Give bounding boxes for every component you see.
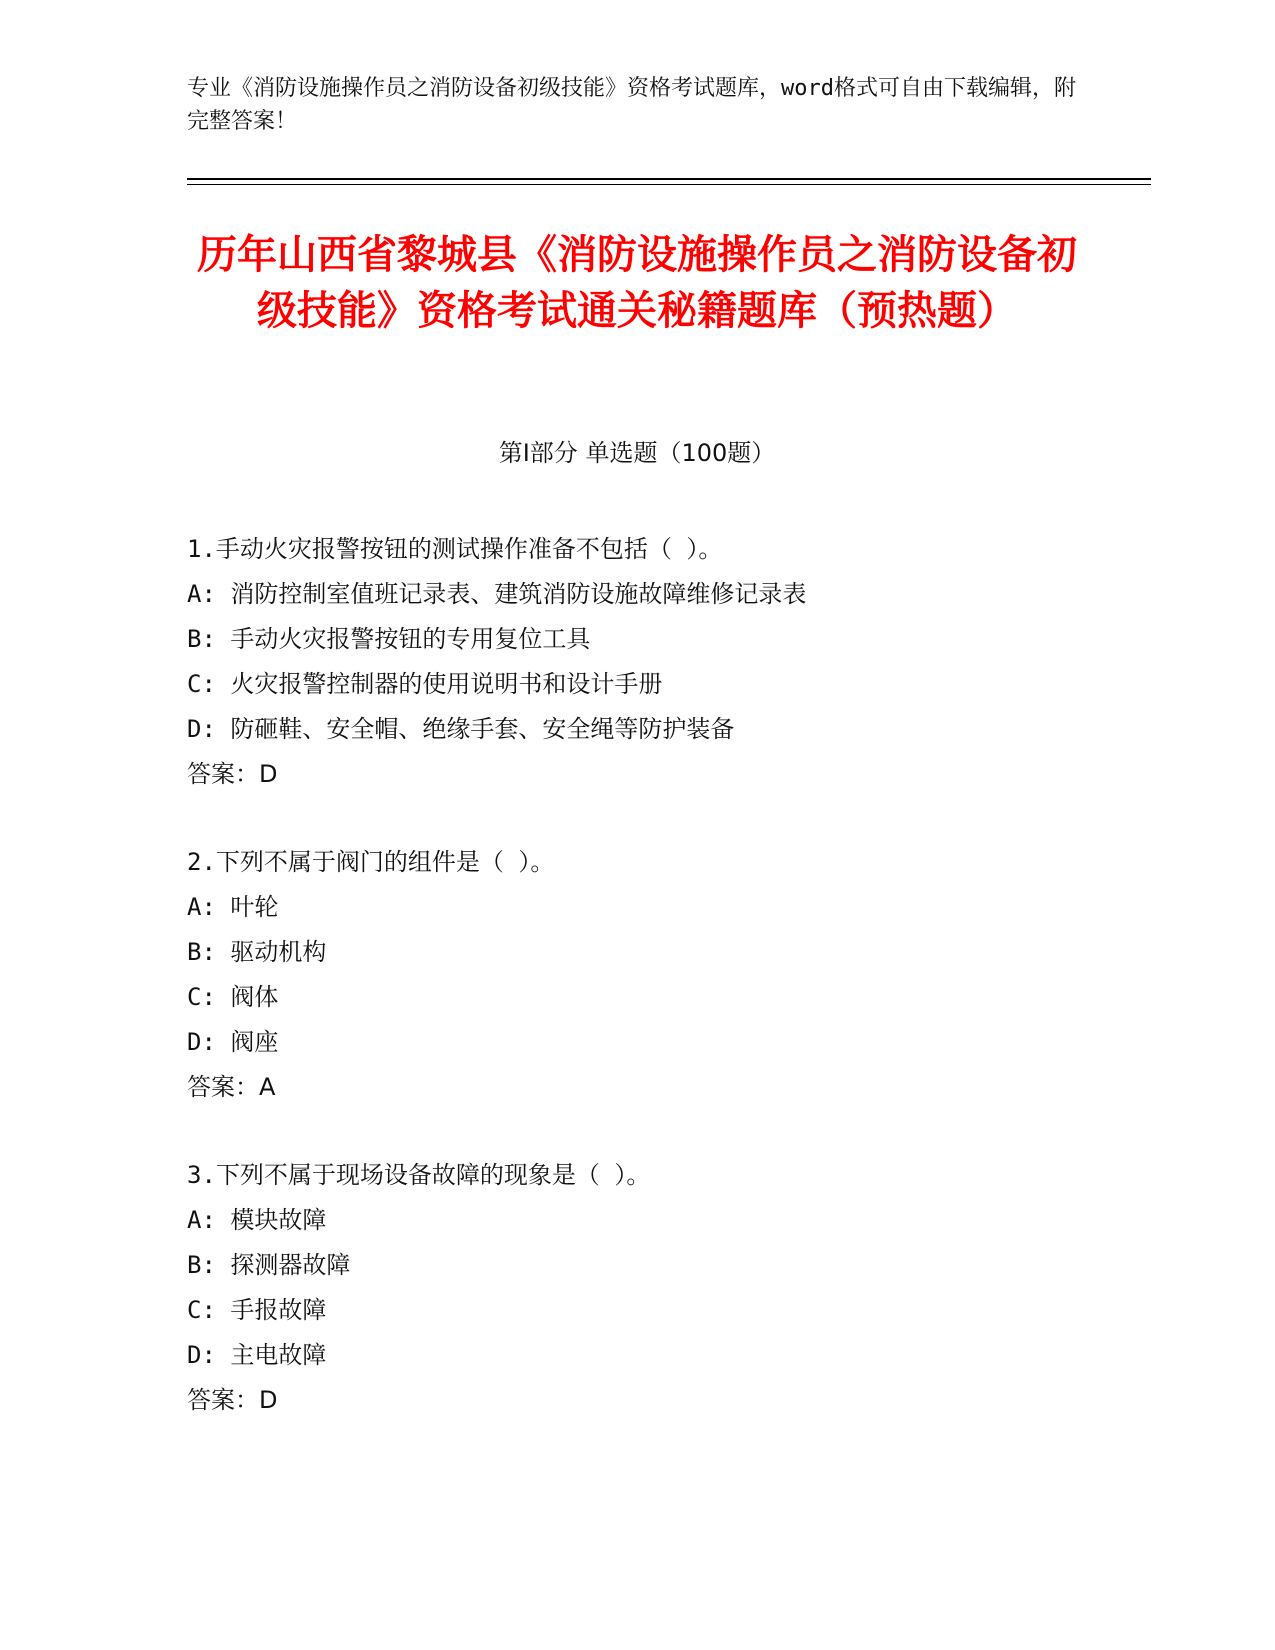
option-a: A: 叶轮 bbox=[187, 893, 279, 921]
question-stem: 3.下列不属于现场设备故障的现象是（ ）。 bbox=[187, 1161, 651, 1189]
option-d: D: 阀座 bbox=[187, 1028, 279, 1056]
option-d: D: 主电故障 bbox=[187, 1341, 327, 1369]
answer-line: 答案：A bbox=[187, 1073, 276, 1101]
header-divider-thin bbox=[187, 184, 1151, 185]
option-c: C: 火灾报警控制器的使用说明书和设计手册 bbox=[187, 670, 663, 698]
option-d: D: 防砸鞋、安全帽、绝缘手套、安全绳等防护装备 bbox=[187, 715, 735, 743]
question-item bbox=[187, 527, 1087, 797]
answer-line: 答案：D bbox=[187, 1386, 278, 1414]
question-stem: 1.手动火灾报警按钮的测试操作准备不包括（ ）。 bbox=[187, 535, 723, 563]
header-divider-thick bbox=[187, 178, 1151, 180]
option-c: C: 手报故障 bbox=[187, 1296, 327, 1324]
option-b: B: 驱动机构 bbox=[187, 938, 327, 966]
answer-line: 答案：D bbox=[187, 760, 278, 788]
option-b: B: 手动火灾报警按钮的专用复位工具 bbox=[187, 625, 591, 653]
option-c: C: 阀体 bbox=[187, 983, 279, 1011]
option-a: A: 消防控制室值班记录表、建筑消防设施故障维修记录表 bbox=[187, 580, 807, 608]
question-item bbox=[187, 840, 1087, 1110]
header-note: 专业《消防设施操作员之消防设备初级技能》资格考试题库，word格式可自由下载编辑，附完整答案！ bbox=[187, 76, 1076, 134]
document-title: 历年山西省黎城县《消防设施操作员之消防设备初级技能》资格考试通关秘籍题库（预热题） bbox=[197, 232, 1077, 334]
option-b: B: 探测器故障 bbox=[187, 1251, 351, 1279]
question-list bbox=[187, 527, 1087, 1466]
option-a: A: 模块故障 bbox=[187, 1206, 327, 1234]
section-heading: 第I部分 单选题（100题） bbox=[498, 439, 776, 467]
question-item bbox=[187, 1153, 1087, 1423]
question-stem: 2.下列不属于阀门的组件是（ ）。 bbox=[187, 848, 555, 876]
